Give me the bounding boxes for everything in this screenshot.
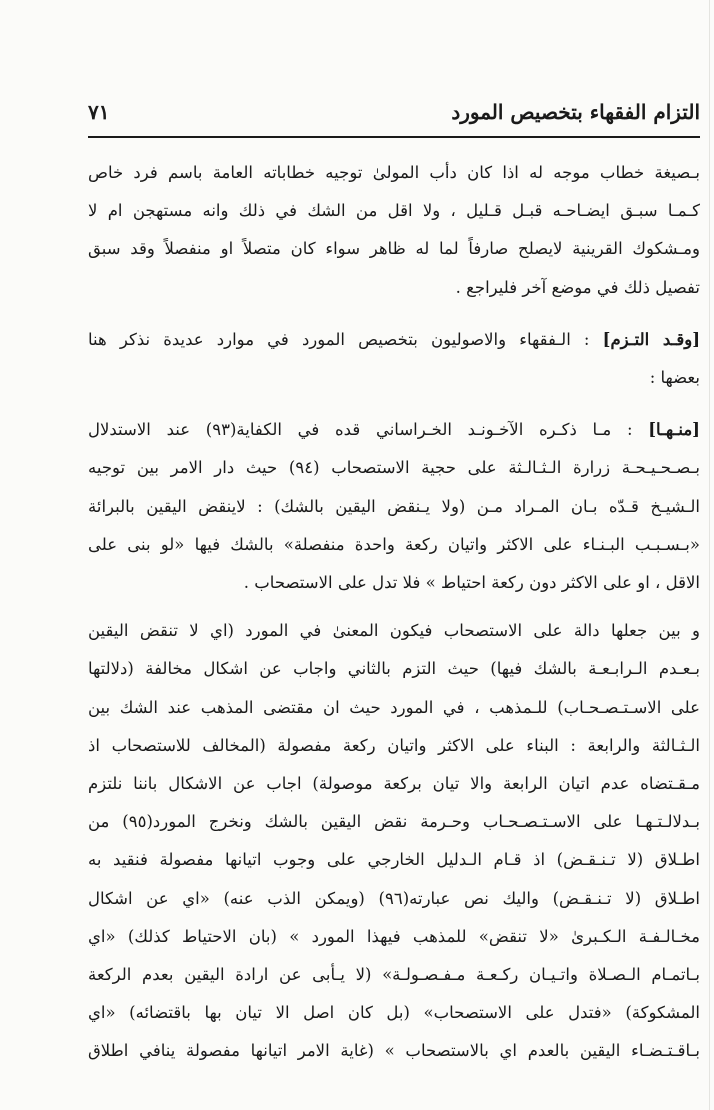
body-text: [88, 154, 700, 1071]
text-line: اطـلاق (لا تـنـقـض) اذ قـام الـدليل الخارجي على وجوب اتيانها مفصولة فنقيد به: [88, 850, 700, 870]
page-number: ٧١: [88, 100, 110, 124]
text-line: تفصيل ذلك في موضع آخر فليراجع .: [455, 277, 700, 297]
paragraph-gap: [88, 397, 700, 411]
rubric-heading: [منـهـا]: [648, 420, 700, 440]
text-line: المشكوكة) «فتدل على الاستصحاب» (بل كان اصل الا تيان بها باقتضائه) «اي: [88, 1003, 700, 1023]
text-line: الـثـالثة والرابعة : البناء على الاكثر واتيان ركعة مفصولة (المخالف للاستصحاب اذ: [88, 735, 700, 755]
text-line: الاقل ، او على الاكثر دون ركعة احتياط » فلا تدل على الاستصحاب .: [243, 573, 700, 593]
paragraph-2: [88, 321, 700, 397]
text-line: بـاتمـام الـصـلاة واتـيـان ركـعـة مـفـصـولـة» (لا يـأبى عن ارادة اليقين بعدم الركعة: [88, 965, 700, 985]
text-line: مـقـتضاه عدم اتيان الرابعة والا تيان بركعة موصولة) اجاب عن الاشكال باننا نلتزم: [88, 774, 700, 794]
paragraph-3: [88, 411, 700, 602]
text-segment: : الـفقهاء والاصوليون بتخصيص المورد في موارد عديدة نذكر هنا: [88, 329, 603, 349]
paragraph-gap: [88, 602, 700, 612]
text-line: كـمـا سبـق ايضـاحـه قبـل قـليل ، ولا اقل من الشك في ذلك وانه مستهجن ام لا: [88, 201, 700, 221]
text-line: «بـسـبـب البـنـاء على الاكثر واتيان ركعة واحدة منفصلة» بالشك فيها «لو بنى على: [88, 534, 700, 554]
paragraph-gap: [88, 307, 700, 321]
paragraph-1: [88, 154, 700, 307]
text-line: بـصـحـيـحـة زرارة الـثـالـثة على حجية الاستصحاب (٩٤) حيث دار الامر بين توجيه: [88, 458, 701, 478]
page-header: [88, 88, 700, 138]
text-segment: : مـا ذكـره الآخـونـد الخـراساني قده في الكفاية(٩٣) عند الاستدلال: [88, 420, 649, 440]
text-line: بعضها :: [649, 368, 700, 388]
text-line: ومـشكوك القرينية لايصلح صارفاً لما له ظاهر سواء كان متصلاً او منفصلاً وقد سبق: [88, 239, 700, 259]
paragraph-4: [88, 612, 700, 1070]
text-line: و بين جعلها دالة على الاستصحاب فيكون المعنىٰ في المورد (اي لا تنقض اليقين: [88, 621, 700, 641]
text-line: بـصيغة خطاب موجه له اذا كان دأب المولىٰ توجيه خطاباته العامة باسم فرد خاص: [88, 163, 700, 182]
text-line: [88, 411, 700, 449]
text-line: على الاسـتـصـحـاب) للـمذهب ، في المورد حيث ان مقتضى المذهب عند الشك بين: [88, 697, 700, 717]
text-line: اطـلاق (لا تـنـقـض) واليك نص عبارته(٩٦) (ويمكن الذب عنه) «اي عن اشكال: [88, 888, 700, 908]
running-title: التزام الفقهاء بتخصيص المورد: [451, 100, 700, 124]
text-line: [88, 321, 700, 359]
book-page: [88, 88, 700, 1098]
text-line: الـشيـخ قـدّه بـان المـراد مـن (ولا يـنقض اليقين بالشك) : لاينقض اليقين بالبرائة: [88, 496, 700, 516]
text-line: بـعـدم الـرابـعـة بالشك فيها) حيث التزم بالثاني واجاب عن اشكال مخالفة (دلالتها: [88, 659, 700, 679]
page-edge: [709, 0, 710, 1110]
text-line: بـاقـتـضـاء اليقين بالعدم اي بالاستصحاب » (غاية الامر اتيانها مفصولة ينافي اطلاق: [88, 1041, 700, 1061]
text-line: بـدلالـتـهـا على الاسـتـصـحـاب وحـرمة نقض اليقين بالشك ونخرج المورد(٩٥) من: [88, 812, 700, 832]
rubric-heading: [وقـد التـزم]: [602, 329, 701, 349]
text-line: مخـالـفـة الـكـبرىٰ «لا تنقض» للمذهب فيهذا المورد » (بان الاحتياط كذلك) «اي: [88, 926, 700, 946]
